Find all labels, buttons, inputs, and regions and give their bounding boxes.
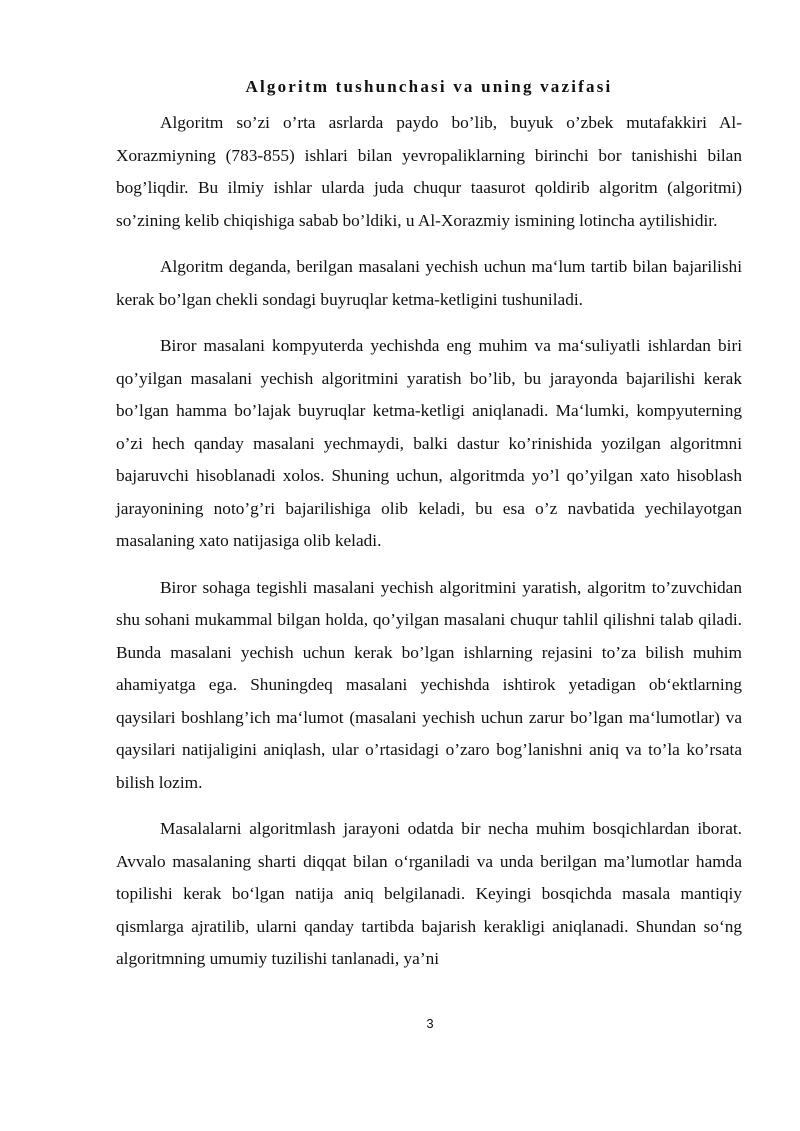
paragraph: Algoritm deganda, berilgan masalani yechish uchun ma‘lum tartib bilan bajarilishi kerak bo’lgan chekli sondagi buyruqlar ketma-ketligini tushuniladi.: [116, 257, 742, 309]
paragraph: Biror masalani kompyuterda yechishda eng muhim va ma‘suliyatli ishlardan biri qo’yilgan masalani yechish algoritmini yaratish bo’lib, bu jarayonda bajarilishi kerak bo’lgan hamma bo’lajak buyruqlar ketma-ketligi aniqlanadi. Ma‘lumki, kompyuterning o’zi hech qanday masalani yechmaydi, balki dastur ko’rinishida yozilgan algoritmni bajaruvchi hisoblanadi xolos. Shuning uchun, algoritmda yo’l qo’yilgan xato hisoblash jarayonining noto’g’ri bajarilishiga olib keladi, bu esa o’z navbatida yechilayotgan masalaning xato natijasiga olib keladi.: [116, 336, 742, 550]
paragraph: Biror sohaga tegishli masalani yechish algoritmini yaratish, algoritm to’zuvchidan shu sohani mukammal bilgan holda, qo’yilgan masalani chuqur tahlil qilishni talab qiladi. Bunda masalani yechish uchun kerak bo’lgan ishlarning rejasini to’za bilish muhim ahamiyatga ega. Shuningdeq masalani yechishda ishtirok yetadigan ob‘ektlarning qaysilari boshlang’ich ma‘lumot (masalani yechish uchun zarur bo’lgan ma‘lumotlar) va qaysilari natijaligini aniqlash, ular o’rtasidagi o’zaro bog’lanishni aniq va to’la ko’rsata bilish lozim.: [116, 577, 742, 792]
page-number: 3: [426, 1016, 434, 1031]
paragraph: Algoritm so’zi o’rta asrlarda paydo bo’lib, buyuk o’zbek mutafakkiri Al-Xorazmiyning (783-855) ishlari bilan yevropaliklarning birinchi bor tanishishi bilan bog’liqdir. Bu ilmiy ishlar ularda juda chuqur taasurot qoldirib algoritm (algoritmi) so’zining kelib chiqishiga sabab bo’ldiki, u Al-Xorazmiy ismining lotincha aytilishidir.: [116, 113, 742, 230]
paragraph: Masalalarni algoritmlash jarayoni odatda bir necha muhim bosqichlardan iborat. Avvalo masalaning sharti diqqat bilan o‘rganiladi va unda berilgan ma’lumotlar hamda topilishi kerak bo‘lgan natija aniq belgilanadi. Keyingi bosqichda masala mantiqiy qismlarga ajratilib, ularni qanday tartibda bajarish kerakligi aniqlanadi. Shundan so‘ng algoritmning umumiy tuzilishi tanlanadi, ya’ni: [116, 819, 742, 968]
document-title: Algoritm tushunchasi va uning vazifasi: [245, 77, 613, 96]
document-body: [116, 107, 742, 990]
